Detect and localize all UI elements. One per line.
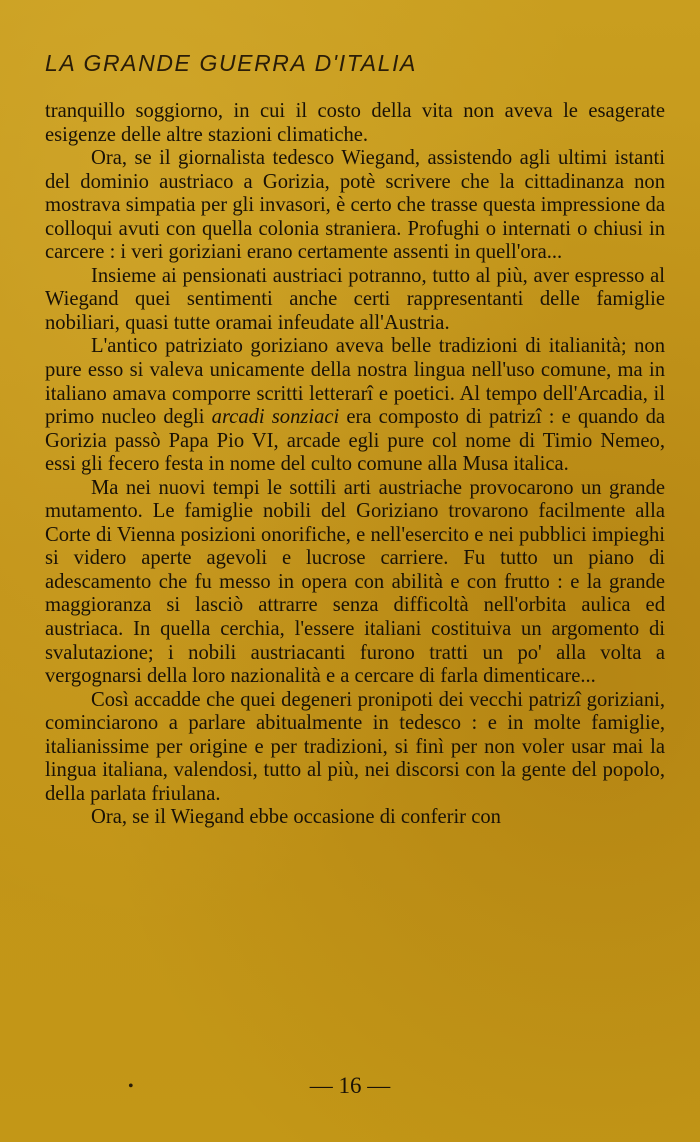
paragraph: L'antico patriziato goriziano aveva belle tradizioni di italianità; non pure esso si valeva unicamente della nostra lingua nell'uso comune, ma in italiano amava comporre scritti letterarî e poetici. Al tempo dell'Arcadia, il primo nucleo degli arcadi sonziaci era composto di patrizî : e quando da Gorizia passò Papa Pio VI, arcade egli pure col nome di Timio Nemeo, essi gli fecero festa in nome del culto comune alla Musa italica. xyxy=(45,335,666,476)
paragraph: Ma nei nuovi tempi le sottili arti austriache provocarono un grande mutamento. Le famiglie nobili del Goriziano trovarono facilmente alla Corte di Vienna posizioni onorifiche, e nell'esercito e nei pubblici impieghi si videro aperte agevoli e lucrose carriere. Fu tutto un piano di adescamento che fu messo in opera con abilità e con frutto : e la grande maggioranza si lasciò attrarre senza difficoltà nell'orbita aulica ed austriaca. In quella cerchia, l'essere italiani costituiva un argomento di svalutazione; i nobili austriacanti furono tratti un po' alla volta a vergognarsi della loro nazionalità e a cercare di farla dimenticare... xyxy=(45,476,665,688)
italic-phrase: arcadi sonziaci xyxy=(211,406,340,429)
paragraph: tranquillo soggiorno, in cui il costo della vita non aveva le esagerate esigenze delle altre stazioni climatiche. xyxy=(45,100,665,146)
running-head: LA GRANDE GUERRA D'ITALIA xyxy=(45,50,417,76)
print-mark: • xyxy=(128,1078,134,1095)
page-number: — 16 — xyxy=(309,1073,391,1098)
paragraph: Così accadde che quei degeneri pronipoti dei vecchi patrizî goriziani, cominciarono a parlare abitualmente in tedesco : e in molte famiglie, italianissime per origine e per tradizioni, si finì per non voler usar mai la lingua italiana, valendosi, tutto al più, nei discorsi con la gente del popolo, della parlata friulana. xyxy=(45,688,665,805)
body-text xyxy=(45,100,665,830)
paragraph: Ora, se il giornalista tedesco Wiegand, assistendo agli ultimi istanti del dominio austriaco a Gorizia, potè scrivere che la cittadinanza non mostrava simpatia per gli invasori, è certo che trasse questa impressione da colloqui avuti con quella colonia straniera. Profughi o internati o chiusi in carcere : i veri goriziani erano certamente assenti in quell'ora... xyxy=(45,147,665,264)
paragraph: Insieme ai pensionati austriaci potranno, tutto al più, aver espresso al Wiegand quei sentimenti anche certi rappresentanti delle famiglie nobiliari, quasi tutte oramai infeudate all'Austria. xyxy=(45,264,665,334)
paragraph: Ora, se il Wiegand ebbe occasione di conferir con xyxy=(91,806,501,829)
